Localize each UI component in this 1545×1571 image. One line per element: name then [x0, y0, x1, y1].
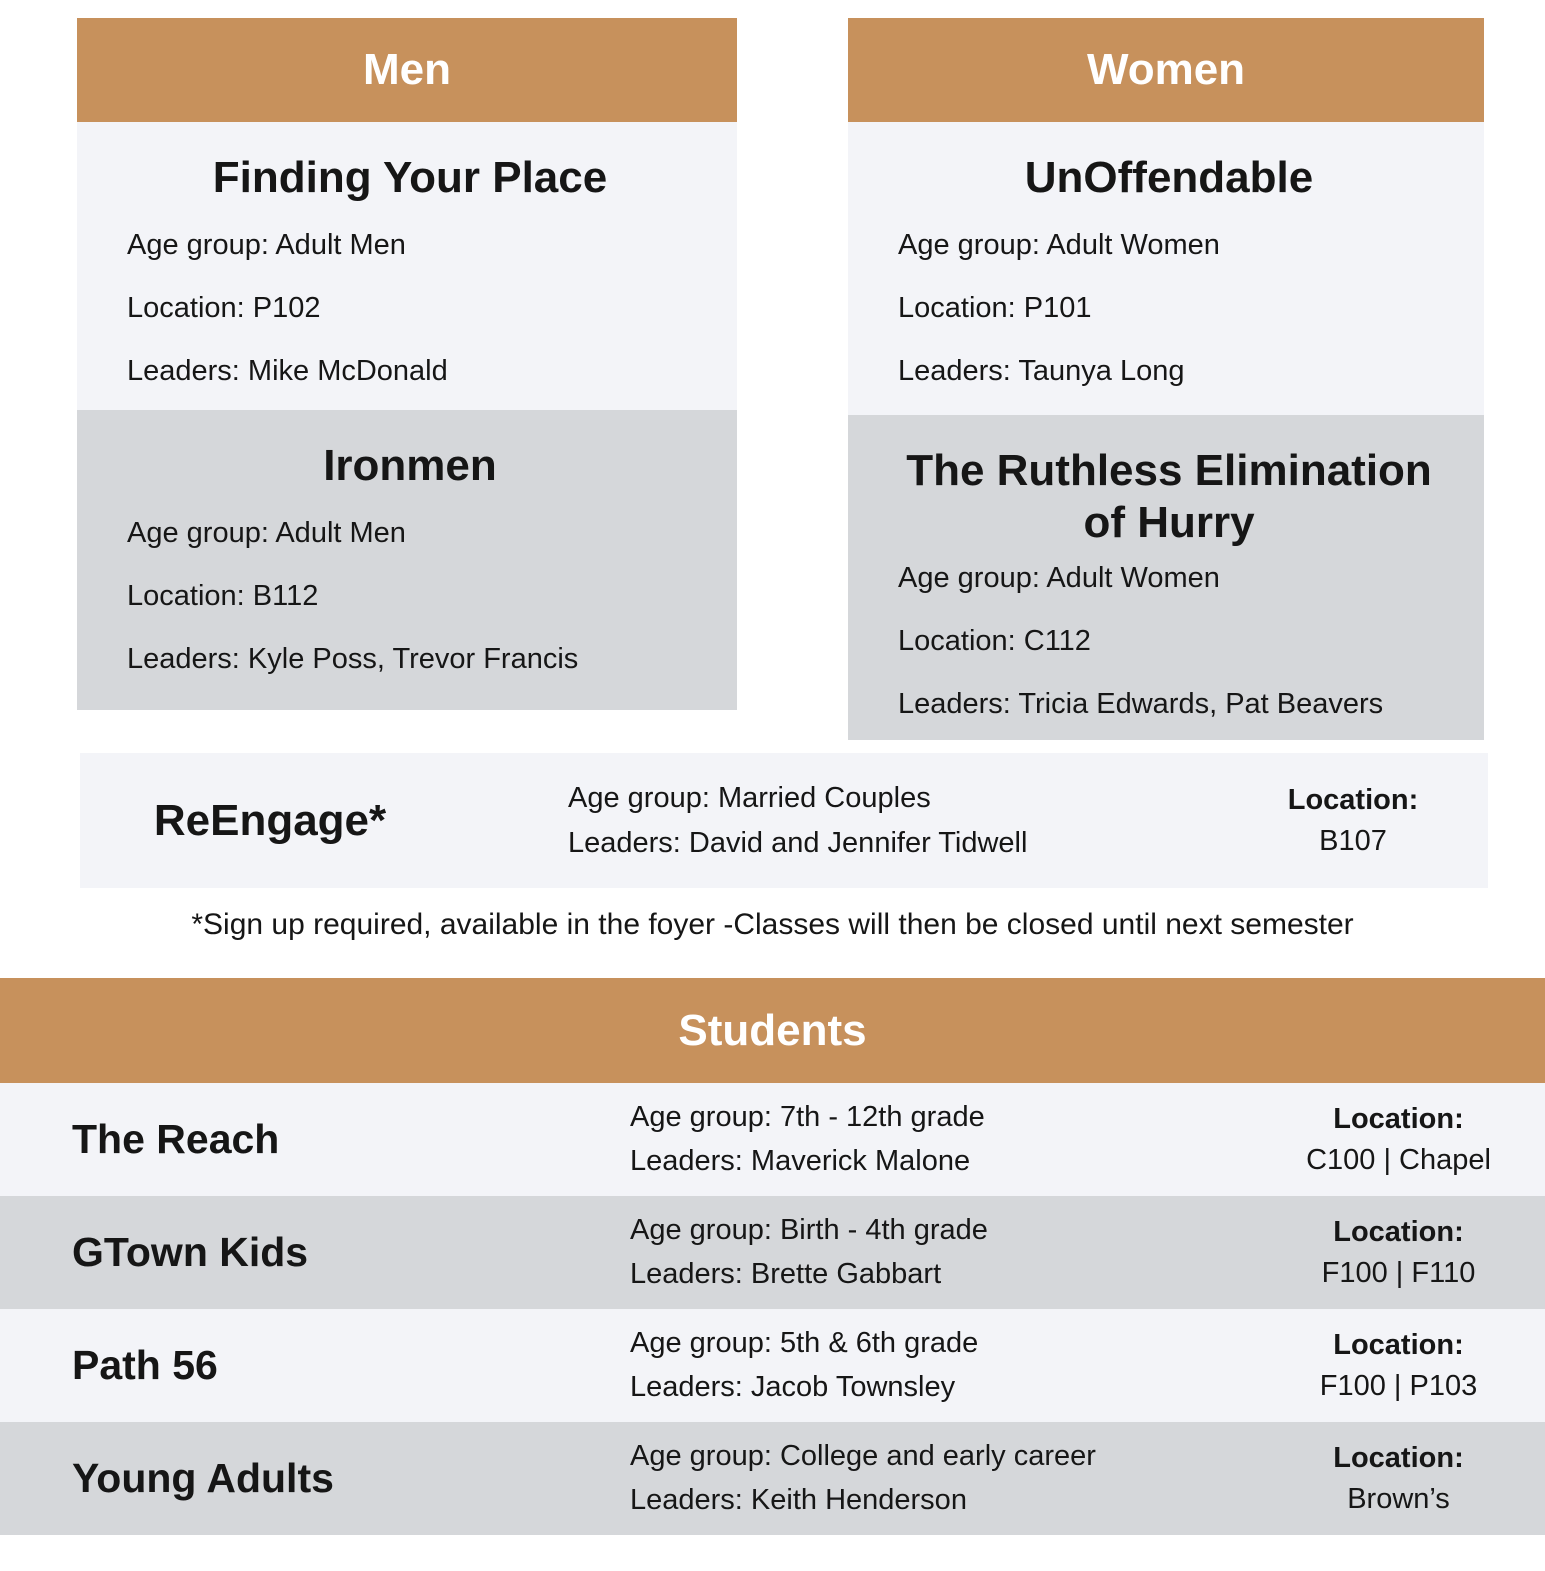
class-details [630, 1329, 1260, 1402]
location-label: Location: [1333, 1215, 1464, 1248]
class-title: Young Adults [72, 1455, 334, 1501]
location-label: Location: [1333, 1102, 1464, 1135]
class-card-ruthless-elimination-of-hurry [848, 415, 1484, 740]
class-row-the-reach [0, 1083, 1545, 1196]
signup-footnote: *Sign up required, available in the foyer -Classes will then be closed until next semester [191, 908, 1354, 941]
class-age-group: Age group: Married Couples [568, 781, 931, 814]
class-title: UnOffendable [1024, 153, 1314, 202]
class-title: The Ruthless Elimination of Hurry [906, 446, 1432, 547]
class-age-group: Age group: Birth - 4th grade [630, 1214, 988, 1246]
class-age-group: Age group: 7th - 12th grade [630, 1101, 985, 1133]
class-location: Location: C112 [898, 624, 1091, 657]
class-title: GTown Kids [72, 1229, 309, 1275]
class-leaders: Leaders: Keith Henderson [630, 1484, 967, 1516]
class-location [1218, 783, 1488, 857]
class-row-reengage [80, 753, 1488, 888]
class-row-path-56 [0, 1309, 1545, 1422]
women-section-header [848, 18, 1484, 122]
class-leaders: Leaders: Maverick Malone [630, 1145, 971, 1177]
class-location [1260, 1328, 1545, 1402]
class-leaders: Leaders: Brette Gabbart [630, 1258, 942, 1290]
class-leaders: Leaders: Taunya Long [898, 354, 1185, 387]
location-label: Location: [1287, 783, 1419, 816]
class-leaders: Leaders: Kyle Poss, Trevor Francis [127, 642, 579, 675]
class-location: Location: P101 [898, 291, 1092, 324]
students-section-title: Students [678, 1005, 867, 1055]
class-details [460, 781, 1218, 859]
location-value: C100 | Chapel [1306, 1143, 1491, 1176]
class-leaders: Leaders: Tricia Edwards, Pat Beavers [898, 687, 1384, 720]
class-location: Location: B112 [127, 579, 319, 612]
class-card-ironmen [77, 410, 737, 710]
class-location: Location: P102 [127, 291, 321, 324]
class-leaders: Leaders: David and Jennifer Tidwell [568, 826, 1028, 859]
class-title: The Reach [72, 1116, 280, 1162]
location-value: F100 | F110 [1321, 1256, 1476, 1289]
women-section [848, 18, 1484, 740]
location-value: B107 [1319, 824, 1387, 857]
location-label: Location: [1333, 1441, 1464, 1474]
location-value: F100 | P103 [1319, 1369, 1478, 1402]
class-location [1260, 1441, 1545, 1515]
students-rows [0, 1083, 1545, 1535]
class-title: Ironmen [323, 441, 497, 490]
class-details [630, 1442, 1260, 1515]
class-leaders: Leaders: Jacob Townsley [630, 1371, 956, 1403]
class-leaders: Leaders: Mike McDonald [127, 354, 448, 387]
class-title: Finding Your Place [212, 153, 608, 202]
men-section [77, 18, 737, 710]
men-section-title: Men [363, 45, 451, 94]
location-label: Location: [1333, 1328, 1464, 1361]
class-location [1260, 1215, 1545, 1289]
class-card-finding-your-place [77, 122, 737, 410]
class-row-young-adults [0, 1422, 1545, 1535]
class-age-group: Age group: Adult Women [898, 561, 1220, 594]
class-details [630, 1216, 1260, 1289]
students-section-header [0, 978, 1545, 1083]
class-age-group: Age group: College and early career [630, 1440, 1096, 1472]
class-row-gtown-kids [0, 1196, 1545, 1309]
men-section-header [77, 18, 737, 122]
class-title: Path 56 [72, 1342, 218, 1388]
class-age-group: Age group: Adult Men [127, 228, 406, 261]
class-age-group: Age group: Adult Women [898, 228, 1220, 261]
class-location [1260, 1102, 1545, 1176]
class-title: ReEngage* [153, 795, 387, 845]
class-age-group: Age group: 5th & 6th grade [630, 1327, 979, 1359]
location-value: Brown’s [1347, 1482, 1450, 1515]
class-age-group: Age group: Adult Men [127, 516, 406, 549]
women-section-title: Women [1086, 45, 1246, 94]
class-details [630, 1103, 1260, 1176]
class-card-unoffendable [848, 122, 1484, 415]
